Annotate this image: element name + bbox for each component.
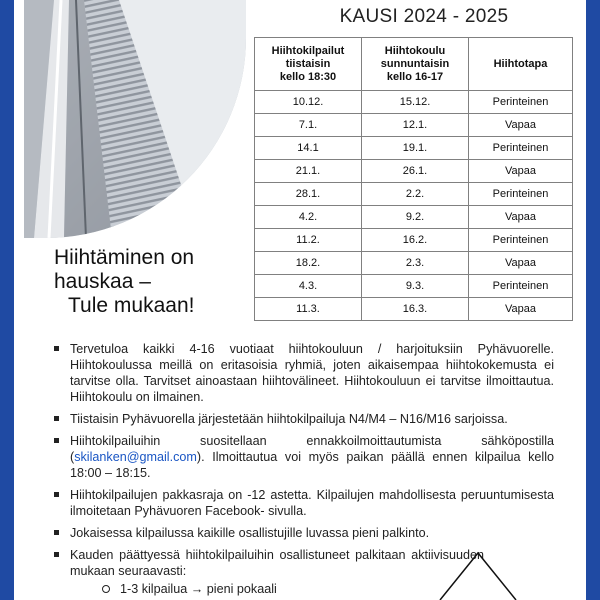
list-item: Tiistaisin Pyhävuorella järjestetään hiihtokilpailuja N4/M4 – N16/M16 sarjoissa. [54, 411, 554, 427]
header-technique: Hiihtotapa [469, 38, 573, 91]
email-link[interactable]: skilanken@gmail.com [74, 450, 197, 464]
table-row: 4.2. 9.2. Vapaa [255, 206, 573, 229]
ski-track-photo [24, 0, 246, 238]
table-row: 10.12. 15.12. Perinteinen [255, 91, 573, 114]
table-row: 18.2. 2.3. Vapaa [255, 252, 573, 275]
table-row: 14.1 19.1. Perinteinen [255, 137, 573, 160]
list-item: Jokaisessa kilpailussa kaikille osallistujille luvassa pieni palkinto. [54, 525, 554, 541]
schedule-table [254, 37, 573, 321]
list-item: Kauden päättyessä hiihtokilpailuihin osallistuneet palkitaan aktiivisuuden mukaan seuraavasti: 1-3 kilpailua → pieni pokaali [54, 547, 554, 597]
poster-page [14, 0, 586, 600]
slogan [54, 246, 254, 318]
slogan-line: Tule mukaan! [68, 294, 195, 317]
table-row: 21.1. 26.1. Vapaa [255, 160, 573, 183]
ski-track-image [24, 0, 246, 238]
table-row: 11.3. 16.3. Vapaa [255, 298, 573, 321]
header-ski-school: Hiihtokoulu sunnuntaisin kello 16-17 [362, 38, 469, 91]
list-item: Tervetuloa kaikki 4-16 vuotiaat hiihtokouluun / harjoituksiin Pyhävuorelle. Hiihtokoulussa meillä on eritasoisia ryhmiä, joten aikaisempaa hiihtokokemusta ei tarvitse olla. Tarvitset ainoastaan hiihtovälineet. Hiihtokouluun ei tarvitse ilmoittautua. Hiihtokoulu on ilmainen. [54, 341, 554, 405]
list-item: Hiihtokilpailujen pakkasraja on -12 astetta. Kilpailujen mahdollisesta peruuntumisesta ilmoitetaan Pyhävuoren Facebook- sivulla. [54, 487, 554, 519]
triangle-shape [438, 551, 518, 600]
table-row: 11.2. 16.2. Perinteinen [255, 229, 573, 252]
list-item: Hiihtokilpailuihin suositellaan ennakkoilmoittautumista sähköpostilla (skilanken@gmail.com). Ilmoittautua voi myös paikan päällä ennen kilpailua kello 18:00 – 18:15. [54, 433, 554, 481]
sub-list-item: 1-3 kilpailua → pieni pokaali [70, 581, 484, 597]
season-title: KAUSI 2024 - 2025 [339, 6, 509, 27]
table-row: 4.3. 9.3. Perinteinen [255, 275, 573, 298]
table-row: 28.1. 2.2. Perinteinen [255, 183, 573, 206]
header-competitions: Hiihtokilpailut tiistaisin kello 18:30 [255, 38, 362, 91]
slogan-line: Hiihtäminen on [54, 246, 195, 269]
table-row: 7.1. 12.1. Vapaa [255, 114, 573, 137]
slogan-line: hauskaa – [54, 270, 151, 293]
